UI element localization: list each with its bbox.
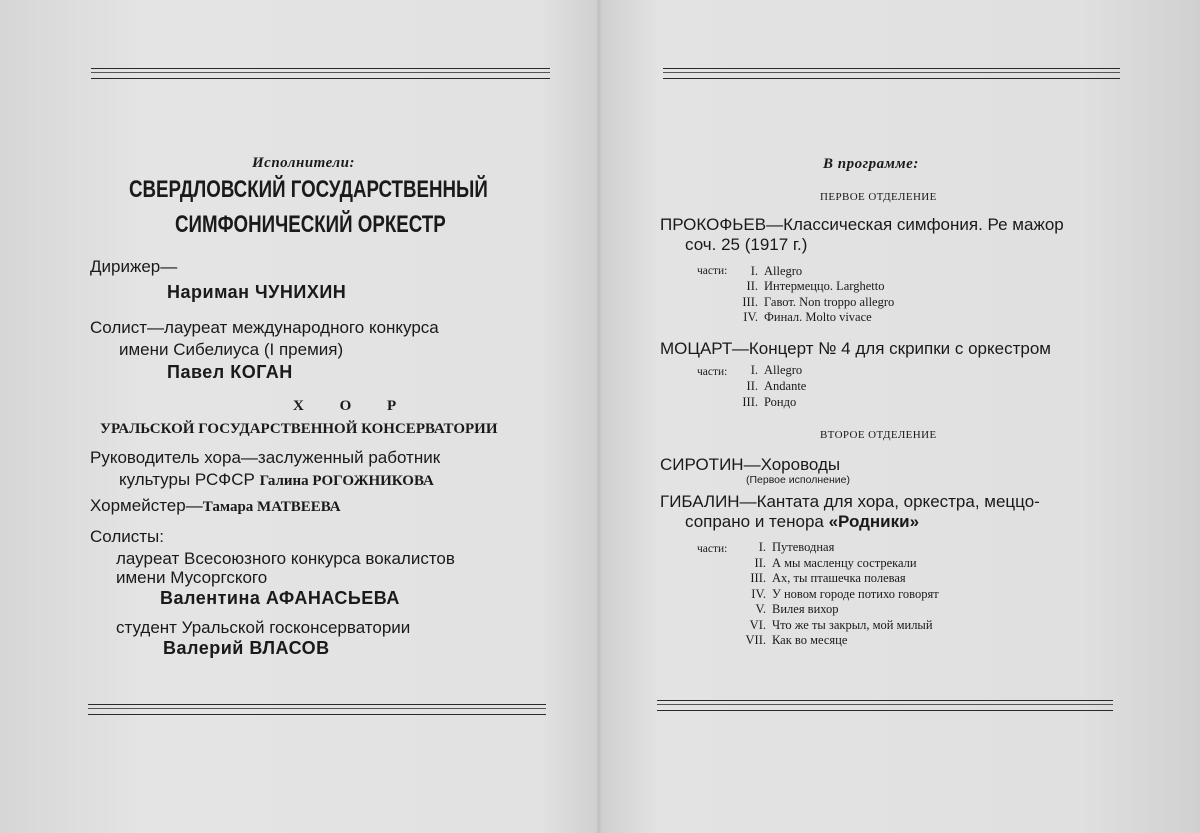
prokofiev-line-1: ПРОКОФЬЕВ—Классическая симфония. Ре мажор bbox=[660, 215, 1064, 234]
top-rule-right bbox=[663, 68, 1120, 79]
bottom-rule-right bbox=[657, 700, 1113, 711]
page-fold bbox=[596, 0, 602, 833]
soloist3-name: Валерий ВЛАСОВ bbox=[163, 638, 330, 658]
sirotin-note: (Первое исполнение) bbox=[746, 474, 850, 486]
choir-director-name: Галина РОГОЖНИКОВА bbox=[259, 473, 434, 489]
part1-label: ПЕРВОЕ ОТДЕЛЕНИЕ bbox=[820, 191, 937, 203]
orchestra-line-1: СВЕРДЛОВСКИЙ ГОСУДАРСТВЕННЫЙ bbox=[129, 176, 488, 203]
movement-item: VI. Что же ты закрыл, мой милый bbox=[749, 618, 933, 632]
movement-item: I. Allegro bbox=[750, 264, 803, 278]
movement-item: III. Ах, ты пташечка полевая bbox=[750, 571, 906, 585]
movement-item: III. Гавот. Non troppo allegro bbox=[742, 295, 895, 309]
conductor-name: Нариман ЧУНИХИН bbox=[167, 282, 347, 302]
bottom-rule-left bbox=[88, 704, 546, 715]
orchestra-line-2: СИМФОНИЧЕСКИЙ ОРКЕСТР bbox=[175, 211, 446, 238]
choir-heading: Х О Р bbox=[293, 398, 413, 414]
choir-director-prefix: культуры РСФСР bbox=[119, 470, 255, 489]
soloist2-line-1: лауреат Всесоюзного конкурса вокалистов bbox=[116, 549, 455, 568]
program-heading: В программе: bbox=[823, 156, 919, 172]
soloist2-name: Валентина АФАНАСЬЕВА bbox=[160, 588, 400, 608]
prokofiev-line-2: соч. 25 (1917 г.) bbox=[685, 235, 808, 254]
mozart-parts-label: части: bbox=[697, 366, 728, 378]
choirmaster-line bbox=[90, 496, 341, 516]
movement-item: III. Рондо bbox=[742, 395, 797, 409]
movement-item: IV. У новом городе потихо говорят bbox=[751, 587, 939, 601]
conductor-label: Дирижер— bbox=[90, 257, 178, 276]
soloist-line-1: Солист—лауреат международного конкурса bbox=[90, 318, 439, 337]
gibalin-line-1: ГИБАЛИН—Кантата для хора, оркестра, меццо- bbox=[660, 492, 1040, 511]
movement-item: II. Интермеццо. Larghetto bbox=[746, 279, 885, 293]
soloist3-line-1: студент Уральской госконсерватории bbox=[116, 618, 411, 637]
choirmaster-label: Хормейстер— bbox=[90, 496, 203, 515]
movement-item: V. Вилея вихор bbox=[755, 602, 839, 616]
soloist-line-2: имени Сибелиуса (I премия) bbox=[119, 340, 344, 359]
gibalin-line-2 bbox=[685, 512, 919, 532]
prokofiev-parts-label: части: bbox=[697, 265, 728, 277]
choir-institution: УРАЛЬСКОЙ ГОСУДАРСТВЕННОЙ КОНСЕРВАТОРИИ bbox=[100, 421, 498, 437]
choirmaster-name: Тамара МАТВЕЕВА bbox=[202, 499, 341, 515]
movement-item: I. Путеводная bbox=[758, 540, 835, 554]
choir-director-line-1: Руководитель хора—заслуженный работник bbox=[90, 448, 441, 467]
mozart-line: МОЦАРТ—Концерт № 4 для скрипки с оркестром bbox=[660, 339, 1051, 358]
part2-label: ВТОРОЕ ОТДЕЛЕНИЕ bbox=[820, 429, 937, 441]
sirotin-line: СИРОТИН—Хороводы bbox=[660, 455, 841, 474]
movement-item: II. Andante bbox=[746, 379, 807, 393]
gibalin-title: «Родники» bbox=[828, 512, 920, 531]
movement-item: I. Allegro bbox=[750, 363, 803, 377]
movement-item: II. А мы масленцу сострекали bbox=[754, 556, 917, 570]
performers-heading: Исполнители: bbox=[252, 155, 355, 171]
soloist-name: Павел КОГАН bbox=[167, 362, 293, 382]
soloist2-line-2: имени Мусоргского bbox=[116, 568, 268, 587]
top-rule-left bbox=[91, 68, 550, 79]
gibalin-prefix: сопрано и тенора bbox=[685, 512, 824, 531]
gibalin-parts-label: части: bbox=[697, 543, 728, 555]
choir-director-line-2 bbox=[119, 470, 434, 490]
soloists-label: Солисты: bbox=[90, 527, 165, 546]
movement-item: VII. Как во месяце bbox=[745, 633, 848, 647]
movement-item: IV. Финал. Molto vivace bbox=[743, 310, 872, 324]
